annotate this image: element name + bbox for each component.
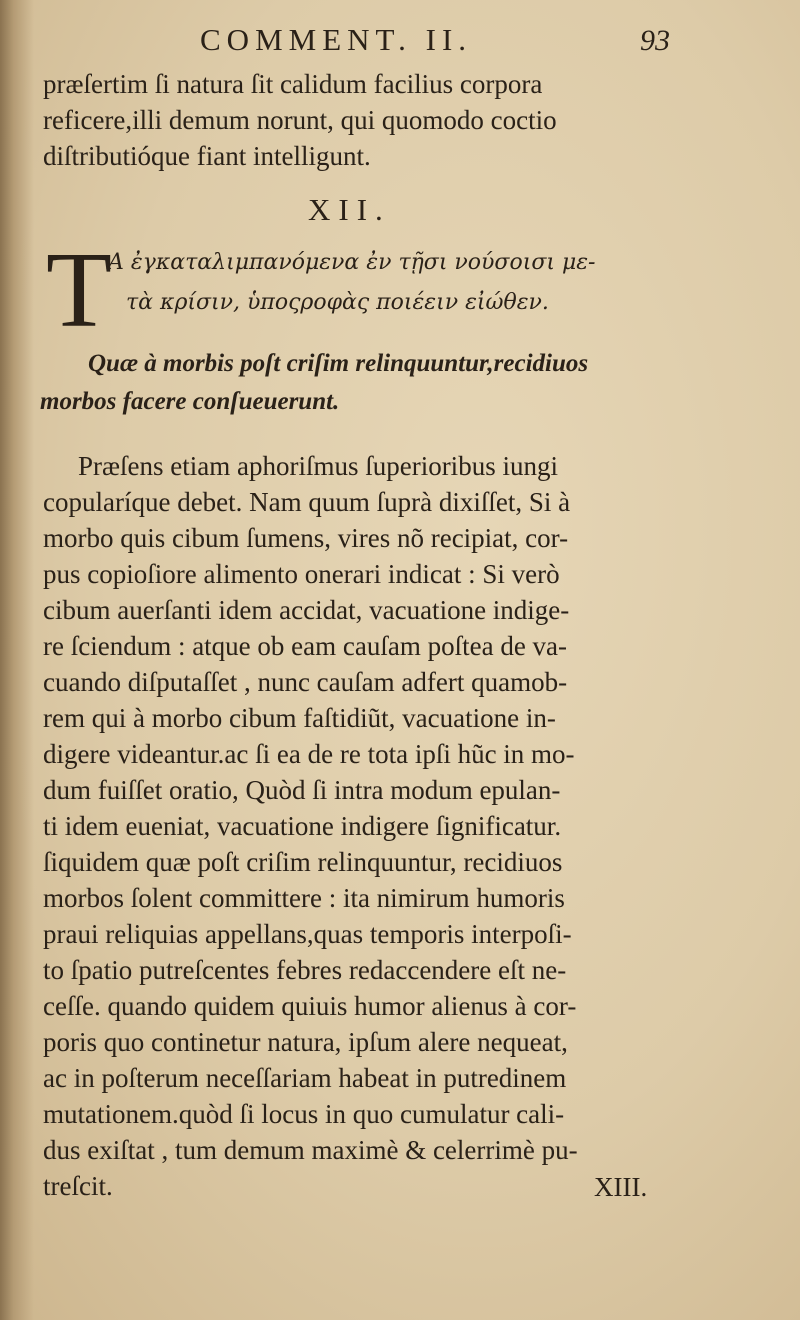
- commentary-line: cuando diſputaſſet , nunc cauſam adfert quamob-: [43, 667, 568, 697]
- intro-line-2: reficere,illi demum norunt, qui quomodo coctio: [43, 105, 557, 135]
- commentary-line: morbos ſolent committere : ita nimirum humoris: [43, 883, 565, 913]
- page-gutter-shadow: [0, 0, 34, 1320]
- commentary-line: mutationem.quòd ſi locus in quo cumulatur cali-: [43, 1099, 565, 1129]
- running-title: COMMENT. II.: [200, 22, 473, 57]
- commentary-line: dum fuiſſet oratio, Quòd ſi intra modum epulan-: [43, 775, 561, 805]
- commentary-line: morbo quis cibum ſumens, vires nõ recipiat, cor-: [43, 523, 569, 553]
- commentary-line: treſcit.: [43, 1171, 113, 1201]
- commentary-line: dus exiſtat , tum demum maximè & celerrimè pu-: [43, 1135, 578, 1165]
- latin-aphorism-line-1: Quæ à morbis poſt criſim relinquuntur,recidiuos: [88, 350, 589, 377]
- commentary-line: poris quo continetur natura, ipſum alere nequeat,: [43, 1027, 568, 1057]
- commentary-line: re ſciendum : atque ob eam cauſam poſtea de va-: [43, 631, 568, 661]
- latin-aphorism-line-2: morbos facere conſueuerunt.: [40, 388, 340, 415]
- greek-aphorism-line-1: Α ἐγκαταλιμπανόμενα ἐν τῇσι νούσοισι με-: [108, 250, 596, 275]
- commentary-line: cibum auerſanti idem accidat, vacuatione indige-: [43, 595, 570, 625]
- commentary-line: praui reliquias appellans,quas temporis interpoſi-: [43, 919, 572, 949]
- page-number: 93: [640, 24, 670, 57]
- catchword: XIII.: [594, 1172, 648, 1202]
- intro-line-3: diſtributióque fiant intelligunt.: [43, 141, 371, 171]
- commentary-line: rem qui à morbo cibum faſtidiũt, vacuatione in-: [43, 703, 556, 733]
- commentary-line: ac in poſterum neceſſariam habeat in putredinem: [43, 1063, 567, 1093]
- commentary-line: copularíque debet. Nam quum ſuprà dixiſſet, Si à: [43, 487, 571, 517]
- commentary-line: Præſens etiam aphoriſmus ſuperioribus iungi: [78, 451, 558, 481]
- greek-aphorism-line-2: τὰ κρίσιν, ὑποςροφὰς ποιέειν εἰώθεν.: [126, 290, 549, 315]
- drop-cap: T: [46, 231, 112, 350]
- intro-line-1: præſertim ſi natura ſit calidum facilius corpora: [43, 69, 543, 99]
- commentary-line: pus copioſiore alimento onerari indicat : Si verò: [43, 559, 560, 589]
- commentary-line: ſiquidem quæ poſt criſim relinquuntur, recidiuos: [43, 847, 563, 877]
- commentary-line: ceſſe. quando quidem quiuis humor alienus à cor-: [43, 991, 577, 1021]
- commentary-line: digere videantur.ac ſi ea de re tota ipſi hũc in mo-: [43, 739, 575, 769]
- commentary-line: ti idem eueniat, vacuatione indigere ſignificatur.: [43, 811, 562, 841]
- commentary-line: to ſpatio putreſcentes febres redaccendere eſt ne-: [43, 955, 567, 985]
- section-number: XII.: [308, 192, 391, 227]
